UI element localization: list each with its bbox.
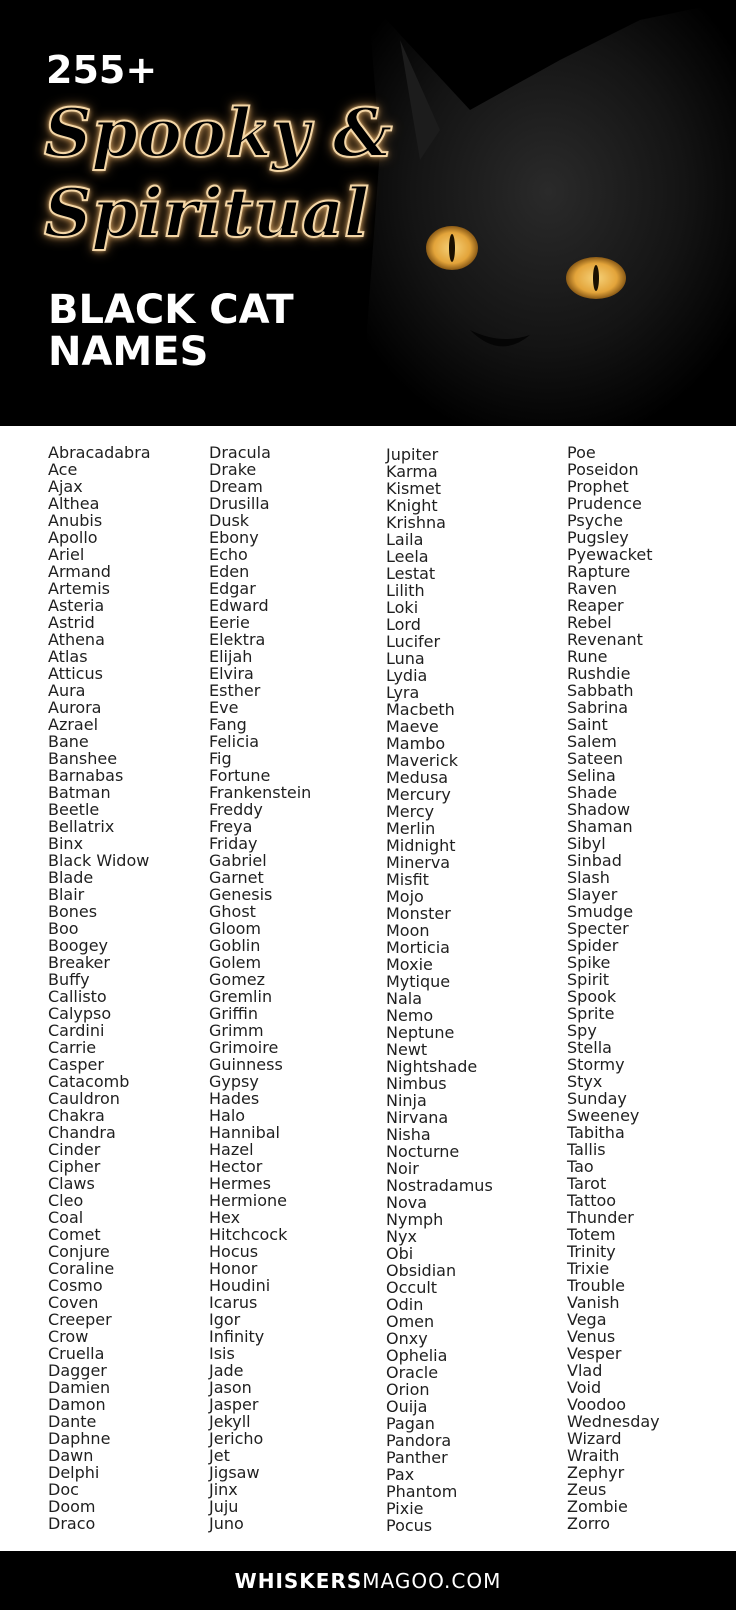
cat-name: Zombie <box>567 1497 628 1516</box>
cat-name: Claws <box>48 1174 95 1193</box>
cat-name: Cinder <box>48 1140 101 1159</box>
cat-name: Casper <box>48 1055 104 1074</box>
cat-name: Sweeney <box>567 1106 640 1125</box>
cat-name: Ebony <box>209 528 259 547</box>
cat-name: Tao <box>567 1157 594 1176</box>
cat-name: Aurora <box>48 698 102 717</box>
cat-name: Dawn <box>48 1446 94 1465</box>
cat-name: Fang <box>209 715 247 734</box>
cat-name: Anubis <box>48 511 103 530</box>
cat-name: Buffy <box>48 970 90 989</box>
cat-name: Macbeth <box>386 700 455 719</box>
cat-name: Lucifer <box>386 632 441 651</box>
cat-name: Eve <box>209 698 239 717</box>
cat-name: Grimoire <box>209 1038 279 1057</box>
cat-name: Orion <box>386 1380 430 1399</box>
cat-name: Neptune <box>386 1023 455 1042</box>
cat-name: Apollo <box>48 528 98 547</box>
cat-name: Spy <box>567 1021 597 1040</box>
cat-name: Mercury <box>386 785 451 804</box>
cat-name: Atlas <box>48 647 88 666</box>
cat-name: Atticus <box>48 664 103 683</box>
cat-name: Occult <box>386 1278 438 1297</box>
cat-name: Echo <box>209 545 248 564</box>
cat-name: Loki <box>386 598 419 617</box>
cat-name: Guinness <box>209 1055 283 1074</box>
cat-name: Edward <box>209 596 269 615</box>
cat-name: Isis <box>209 1344 235 1363</box>
cat-name: Hazel <box>209 1140 254 1159</box>
cat-name: Tallis <box>567 1140 606 1159</box>
cat-name: Prudence <box>567 494 642 513</box>
cat-name: Jekyll <box>209 1412 251 1431</box>
cat-name: Chakra <box>48 1106 105 1125</box>
cat-name: Tabitha <box>567 1123 625 1142</box>
name-column-2 <box>209 444 311 1532</box>
cat-name: Coal <box>48 1208 84 1227</box>
cat-name: Nocturne <box>386 1142 460 1161</box>
title-script-line-1: Spooky & <box>44 94 393 172</box>
cat-name: Felicia <box>209 732 260 751</box>
cat-name: Zeus <box>567 1480 607 1499</box>
cat-name: Stella <box>567 1038 612 1057</box>
cat-name: Medusa <box>386 768 449 787</box>
cat-name: Ouija <box>386 1397 428 1416</box>
cat-name: Omen <box>386 1312 435 1331</box>
cat-name: Infinity <box>209 1327 265 1346</box>
cat-name: Jade <box>209 1361 244 1380</box>
cat-name: Lydia <box>386 666 428 685</box>
cat-name: Pocus <box>386 1516 433 1535</box>
name-count: 255+ <box>46 48 158 92</box>
cat-name: Ajax <box>48 477 83 496</box>
cat-name: Wednesday <box>567 1412 660 1431</box>
cat-name: Bellatrix <box>48 817 115 836</box>
footer-brand-bold: WHISKERS <box>234 1568 363 1593</box>
cat-name: Rapture <box>567 562 631 581</box>
cat-name: Panther <box>386 1448 448 1467</box>
cat-name: Luna <box>386 649 425 668</box>
cat-name: Freya <box>209 817 253 836</box>
cat-name: Misfit <box>386 870 429 889</box>
cat-name: Nightshade <box>386 1057 478 1076</box>
cat-name: Bones <box>48 902 98 921</box>
cat-name: Sabbath <box>567 681 634 700</box>
cat-name: Trixie <box>567 1259 610 1278</box>
cat-name: Sabrina <box>567 698 629 717</box>
cat-name: Hades <box>209 1089 260 1108</box>
cat-name: Jupiter <box>386 445 439 464</box>
cat-name: Igor <box>209 1310 241 1329</box>
cat-name: Gypsy <box>209 1072 259 1091</box>
cat-name: Batman <box>48 783 111 802</box>
cat-name: Elijah <box>209 647 253 666</box>
cat-name: Jericho <box>209 1429 264 1448</box>
cat-name: Gloom <box>209 919 262 938</box>
cat-name: Saint <box>567 715 608 734</box>
cat-name: Shadow <box>567 800 631 819</box>
cat-name: Dante <box>48 1412 97 1431</box>
cat-name: Cipher <box>48 1157 101 1176</box>
cat-name: Breaker <box>48 953 110 972</box>
cat-name: Barnabas <box>48 766 124 785</box>
cat-name: Esther <box>209 681 261 700</box>
cat-name: Chandra <box>48 1123 116 1142</box>
cat-name: Boogey <box>48 936 109 955</box>
cat-name: Freddy <box>209 800 263 819</box>
hero-banner <box>0 0 736 426</box>
cat-name: Cruella <box>48 1344 105 1363</box>
cat-name: Nimbus <box>386 1074 447 1093</box>
cat-name: Vesper <box>567 1344 622 1363</box>
cat-name: Pax <box>386 1465 415 1484</box>
cat-name: Nymph <box>386 1210 444 1229</box>
cat-name: Totem <box>567 1225 616 1244</box>
cat-name: Damon <box>48 1395 106 1414</box>
cat-name: Nostradamus <box>386 1176 493 1195</box>
cat-name: Catacomb <box>48 1072 130 1091</box>
title-script-line-2: Spiritual <box>44 174 370 252</box>
cat-name: Nyx <box>386 1227 417 1246</box>
cat-name: Coraline <box>48 1259 115 1278</box>
footer-brand-domain: MAGOO.COM <box>362 1568 502 1593</box>
cat-name: Styx <box>567 1072 603 1091</box>
cat-name: Revenant <box>567 630 643 649</box>
subtitle-line-1: BLACK CAT <box>48 287 294 333</box>
cat-name: Comet <box>48 1225 101 1244</box>
cat-name: Elektra <box>209 630 266 649</box>
cat-name: Specter <box>567 919 629 938</box>
cat-name: Venus <box>567 1327 616 1346</box>
cat-name: Cardini <box>48 1021 105 1040</box>
cat-name: Leela <box>386 547 429 566</box>
cat-name: Artemis <box>48 579 111 598</box>
cat-name: Eden <box>209 562 250 581</box>
cat-name: Odin <box>386 1295 424 1314</box>
cat-name: Salem <box>567 732 617 751</box>
cat-name: Hermes <box>209 1174 271 1193</box>
cat-name: Lestat <box>386 564 436 583</box>
cat-name: Moxie <box>386 955 433 974</box>
cat-name: Void <box>567 1378 602 1397</box>
cat-name: Jet <box>209 1446 230 1465</box>
cat-name: Obsidian <box>386 1261 457 1280</box>
cat-name: Reaper <box>567 596 624 615</box>
cat-name: Spook <box>567 987 617 1006</box>
cat-name: Hector <box>209 1157 263 1176</box>
subtitle-line-2: NAMES <box>48 329 209 375</box>
cat-name: Hocus <box>209 1242 259 1261</box>
cat-name: Rushdie <box>567 664 631 683</box>
cat-name: Sateen <box>567 749 624 768</box>
cat-name: Goblin <box>209 936 261 955</box>
cat-name: Mercy <box>386 802 435 821</box>
cat-name: Pagan <box>386 1414 435 1433</box>
cat-name: Gabriel <box>209 851 267 870</box>
cat-name: Pixie <box>386 1499 424 1518</box>
cat-name: Gomez <box>209 970 266 989</box>
cat-name: Golem <box>209 953 262 972</box>
cat-name: Jinx <box>209 1480 238 1499</box>
cat-name: Drusilla <box>209 494 270 513</box>
cat-name: Onxy <box>386 1329 428 1348</box>
cat-name: Laila <box>386 530 424 549</box>
cat-name: Tattoo <box>567 1191 617 1210</box>
cat-name: Cleo <box>48 1191 84 1210</box>
cat-name: Voodoo <box>567 1395 627 1414</box>
cat-name: Dagger <box>48 1361 107 1380</box>
cat-name: Obi <box>386 1244 414 1263</box>
cat-name: Mojo <box>386 887 424 906</box>
cat-name: Ophelia <box>386 1346 448 1365</box>
cat-name: Honor <box>209 1259 258 1278</box>
cat-name: Minerva <box>386 853 451 872</box>
cat-name: Mytique <box>386 972 451 991</box>
cat-name: Spike <box>567 953 611 972</box>
cat-name: Vanish <box>567 1293 620 1312</box>
cat-name: Elvira <box>209 664 254 683</box>
cat-name: Damien <box>48 1378 111 1397</box>
cat-name: Sinbad <box>567 851 622 870</box>
cat-name: Slayer <box>567 885 618 904</box>
cat-name: Delphi <box>48 1463 100 1482</box>
cat-name: Aura <box>48 681 86 700</box>
cat-name: Stormy <box>567 1055 625 1074</box>
cat-name: Lilith <box>386 581 425 600</box>
cat-name: Poe <box>567 443 596 462</box>
cat-name: Houdini <box>209 1276 271 1295</box>
cat-name: Doc <box>48 1480 79 1499</box>
cat-name: Blade <box>48 868 94 887</box>
name-column-4 <box>567 444 660 1532</box>
cat-name: Callisto <box>48 987 107 1006</box>
cat-name: Nisha <box>386 1125 431 1144</box>
cat-name: Lord <box>386 615 421 634</box>
cat-name: Raven <box>567 579 618 598</box>
cat-name: Garnet <box>209 868 264 887</box>
cat-name: Maverick <box>386 751 459 770</box>
cat-name: Dracula <box>209 443 271 462</box>
cat-name: Azrael <box>48 715 99 734</box>
cat-name: Trouble <box>567 1276 626 1295</box>
cat-name: Dream <box>209 477 263 496</box>
cat-name: Armand <box>48 562 111 581</box>
cat-name: Vega <box>567 1310 607 1329</box>
cat-name: Jigsaw <box>209 1463 260 1482</box>
cat-name: Friday <box>209 834 258 853</box>
cat-name: Kismet <box>386 479 441 498</box>
cat-name: Hex <box>209 1208 241 1227</box>
cat-name: Oracle <box>386 1363 439 1382</box>
cat-name: Newt <box>386 1040 428 1059</box>
cat-name: Crow <box>48 1327 89 1346</box>
cat-name: Psyche <box>567 511 623 530</box>
cat-name: Merlin <box>386 819 436 838</box>
cat-name: Slash <box>567 868 610 887</box>
cat-name: Prophet <box>567 477 629 496</box>
cat-name: Tarot <box>567 1174 607 1193</box>
cat-name: Monster <box>386 904 451 923</box>
cat-name: Drake <box>209 460 257 479</box>
cat-name: Nova <box>386 1193 428 1212</box>
cat-name: Cosmo <box>48 1276 103 1295</box>
footer-bar <box>0 1551 736 1610</box>
cat-name: Ariel <box>48 545 85 564</box>
cat-name: Fortune <box>209 766 271 785</box>
cat-name: Spirit <box>567 970 610 989</box>
cat-name: Zephyr <box>567 1463 625 1482</box>
cat-name: Noir <box>386 1159 419 1178</box>
cat-name: Juno <box>209 1514 244 1533</box>
cat-name: Rune <box>567 647 608 666</box>
cat-name: Griffin <box>209 1004 259 1023</box>
cat-name: Krishna <box>386 513 446 532</box>
cat-name: Knight <box>386 496 438 515</box>
name-column-1 <box>48 444 151 1532</box>
cat-name: Grimm <box>209 1021 264 1040</box>
cat-name: Hermione <box>209 1191 287 1210</box>
cat-name: Binx <box>48 834 84 853</box>
cat-name: Draco <box>48 1514 96 1533</box>
cat-name: Sunday <box>567 1089 627 1108</box>
cat-name: Smudge <box>567 902 634 921</box>
cat-name: Black Widow <box>48 851 150 870</box>
cat-name: Fig <box>209 749 232 768</box>
cat-name: Gremlin <box>209 987 273 1006</box>
cat-name: Banshee <box>48 749 118 768</box>
cat-name: Daphne <box>48 1429 111 1448</box>
cat-name: Blair <box>48 885 85 904</box>
cat-name: Vlad <box>567 1361 603 1380</box>
cat-name: Moon <box>386 921 430 940</box>
cat-name: Morticia <box>386 938 450 957</box>
cat-name: Beetle <box>48 800 100 819</box>
cat-name: Carrie <box>48 1038 97 1057</box>
cat-name: Nirvana <box>386 1108 449 1127</box>
cat-name: Cauldron <box>48 1089 120 1108</box>
cat-name: Hannibal <box>209 1123 280 1142</box>
cat-name: Nemo <box>386 1006 434 1025</box>
cat-name: Nala <box>386 989 423 1008</box>
cat-name: Shade <box>567 783 618 802</box>
cat-name: Ghost <box>209 902 256 921</box>
cat-name: Jason <box>209 1378 252 1397</box>
cat-name: Icarus <box>209 1293 258 1312</box>
cat-name: Althea <box>48 494 100 513</box>
cat-name: Wraith <box>567 1446 620 1465</box>
cat-name: Boo <box>48 919 79 938</box>
cat-name: Abracadabra <box>48 443 151 462</box>
cat-name: Pandora <box>386 1431 452 1450</box>
cat-name: Frankenstein <box>209 783 312 802</box>
cat-name: Ace <box>48 460 78 479</box>
cat-name: Sibyl <box>567 834 606 853</box>
cat-name: Coven <box>48 1293 99 1312</box>
name-column-3 <box>386 446 493 1534</box>
cat-name: Hitchcock <box>209 1225 288 1244</box>
cat-name: Halo <box>209 1106 246 1125</box>
cat-name: Ninja <box>386 1091 427 1110</box>
cat-name: Dusk <box>209 511 250 530</box>
cat-name: Calypso <box>48 1004 112 1023</box>
cat-name: Maeve <box>386 717 439 736</box>
cat-name: Sprite <box>567 1004 615 1023</box>
cat-name: Rebel <box>567 613 612 632</box>
cat-name: Selina <box>567 766 616 785</box>
cat-name: Astrid <box>48 613 95 632</box>
name-list <box>0 444 736 1544</box>
cat-name: Juju <box>209 1497 239 1516</box>
cat-name: Wizard <box>567 1429 622 1448</box>
cat-name: Pyewacket <box>567 545 653 564</box>
cat-name: Athena <box>48 630 105 649</box>
cat-name: Thunder <box>567 1208 634 1227</box>
cat-name: Pugsley <box>567 528 629 547</box>
cat-name: Edgar <box>209 579 256 598</box>
cat-name: Poseidon <box>567 460 639 479</box>
cat-name: Mambo <box>386 734 446 753</box>
cat-name: Karma <box>386 462 438 481</box>
cat-name: Eerie <box>209 613 250 632</box>
cat-name: Midnight <box>386 836 456 855</box>
cat-name: Conjure <box>48 1242 110 1261</box>
cat-name: Shaman <box>567 817 633 836</box>
cat-name: Asteria <box>48 596 105 615</box>
cat-name: Phantom <box>386 1482 458 1501</box>
cat-name: Bane <box>48 732 89 751</box>
cat-name: Doom <box>48 1497 96 1516</box>
cat-name: Lyra <box>386 683 420 702</box>
cat-name: Spider <box>567 936 619 955</box>
cat-name: Zorro <box>567 1514 611 1533</box>
cat-name: Jasper <box>209 1395 259 1414</box>
cat-name: Creeper <box>48 1310 112 1329</box>
cat-name: Genesis <box>209 885 273 904</box>
cat-name: Trinity <box>567 1242 616 1261</box>
